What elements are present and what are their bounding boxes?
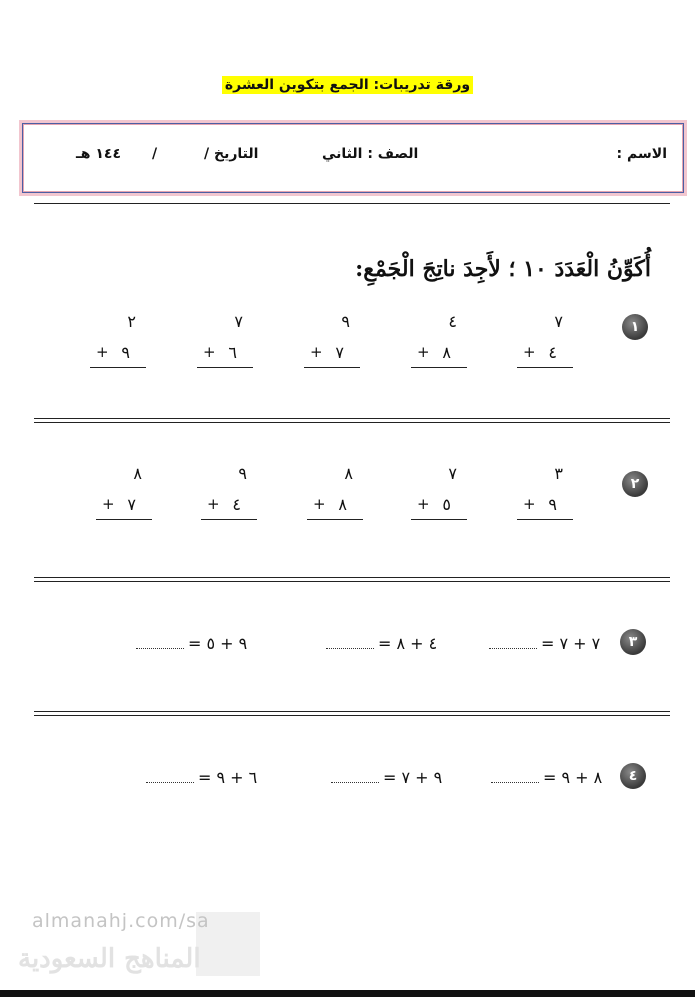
equation-text: ٩ + ٧ = — [383, 768, 443, 787]
header-divider — [34, 203, 670, 204]
answer-blank[interactable] — [331, 772, 379, 783]
addend-top: ٧ — [448, 464, 457, 483]
plus-sign: + — [523, 343, 536, 361]
answer-blank[interactable] — [146, 772, 194, 783]
plus-sign: + — [523, 495, 536, 513]
addend-top: ٨ — [133, 464, 142, 483]
worksheet-title-text: ورقة تدريبات: الجمع بتكوين العشرة — [222, 76, 473, 94]
sum-line — [411, 519, 467, 520]
addend-top: ٩ — [341, 312, 350, 331]
addend-bottom: ٩ — [121, 343, 130, 362]
equation-text: ٧ + ٧ = — [541, 634, 601, 653]
equation-text: ٨ + ٩ = — [543, 768, 603, 787]
answer-blank[interactable] — [491, 772, 539, 783]
answer-blank[interactable] — [136, 638, 184, 649]
hijri-year: ١٤٤ هـ — [76, 146, 122, 162]
q4-equation-3 — [146, 768, 257, 787]
plus-sign: + — [313, 495, 326, 513]
addend-bottom: ٤ — [232, 495, 241, 514]
q1-problem-1 — [517, 312, 573, 362]
q1-problem-5 — [90, 312, 146, 362]
q2-problem-5 — [96, 464, 152, 514]
addend-bottom: ٥ — [442, 495, 451, 514]
addend-top: ٤ — [448, 312, 457, 331]
plus-sign: + — [310, 343, 323, 361]
q2-problem-2 — [411, 464, 467, 514]
addend-bottom: ٧ — [335, 343, 344, 362]
q1-problem-2 — [411, 312, 467, 362]
q4-equation-1 — [491, 768, 602, 787]
section-divider-2 — [34, 577, 670, 582]
question-4-badge: ٤ — [620, 763, 646, 789]
q1-problem-4 — [197, 312, 253, 362]
sum-line — [201, 519, 257, 520]
addend-bottom: ٩ — [548, 495, 557, 514]
addend-top: ٧ — [554, 312, 563, 331]
answer-blank[interactable] — [326, 638, 374, 649]
plus-sign: + — [417, 495, 430, 513]
name-label: الاسم : — [616, 146, 667, 162]
addend-top: ٧ — [234, 312, 243, 331]
sum-line — [517, 367, 573, 368]
plus-sign: + — [102, 495, 115, 513]
question-1-badge: ١ — [622, 314, 648, 340]
addend-top: ٣ — [554, 464, 563, 483]
equation-text: ٦ + ٩ = — [198, 768, 258, 787]
plus-sign: + — [96, 343, 109, 361]
addend-top: ٨ — [344, 464, 353, 483]
addend-top: ٢ — [127, 312, 136, 331]
plus-sign: + — [417, 343, 430, 361]
sum-line — [517, 519, 573, 520]
watermark-url: almanahj.com/sa — [32, 910, 210, 932]
addend-top: ٩ — [238, 464, 247, 483]
addend-bottom: ٨ — [442, 343, 451, 362]
sum-line — [304, 367, 360, 368]
q1-problem-3 — [304, 312, 360, 362]
question-3-badge: ٣ — [620, 629, 646, 655]
q3-equation-2 — [326, 634, 437, 653]
q4-equation-2 — [331, 768, 442, 787]
sum-line — [90, 367, 146, 368]
worksheet-title — [0, 74, 695, 93]
plus-sign: + — [203, 343, 216, 361]
sum-line — [96, 519, 152, 520]
addend-bottom: ٤ — [548, 343, 557, 362]
page-bottom-bar — [0, 990, 695, 997]
date-separator: / — [152, 146, 158, 162]
grade-label: الصف : الثاني — [322, 146, 419, 162]
answer-blank[interactable] — [489, 638, 537, 649]
date-label: التاريخ / — [204, 146, 259, 162]
q3-equation-1 — [489, 634, 600, 653]
addend-bottom: ٨ — [338, 495, 347, 514]
watermark-arabic: المناهج السعودية — [18, 944, 201, 974]
equation-text: ٩ + ٥ = — [188, 634, 248, 653]
sum-line — [197, 367, 253, 368]
sum-line — [307, 519, 363, 520]
addend-bottom: ٧ — [127, 495, 136, 514]
instruction-text: أُكَوِّنُ الْعَدَدَ ١٠ ؛ لأَجِدَ ناتِجَ الْجَمْعِ: — [355, 256, 651, 282]
question-2-badge: ٢ — [622, 471, 648, 497]
plus-sign: + — [207, 495, 220, 513]
q2-problem-3 — [307, 464, 363, 514]
q3-equation-3 — [136, 634, 247, 653]
q2-problem-1 — [517, 464, 573, 514]
q2-problem-4 — [201, 464, 257, 514]
section-divider-3 — [34, 711, 670, 716]
addend-bottom: ٦ — [228, 343, 237, 362]
sum-line — [411, 367, 467, 368]
section-divider-1 — [34, 418, 670, 423]
equation-text: ٤ + ٨ = — [378, 634, 438, 653]
